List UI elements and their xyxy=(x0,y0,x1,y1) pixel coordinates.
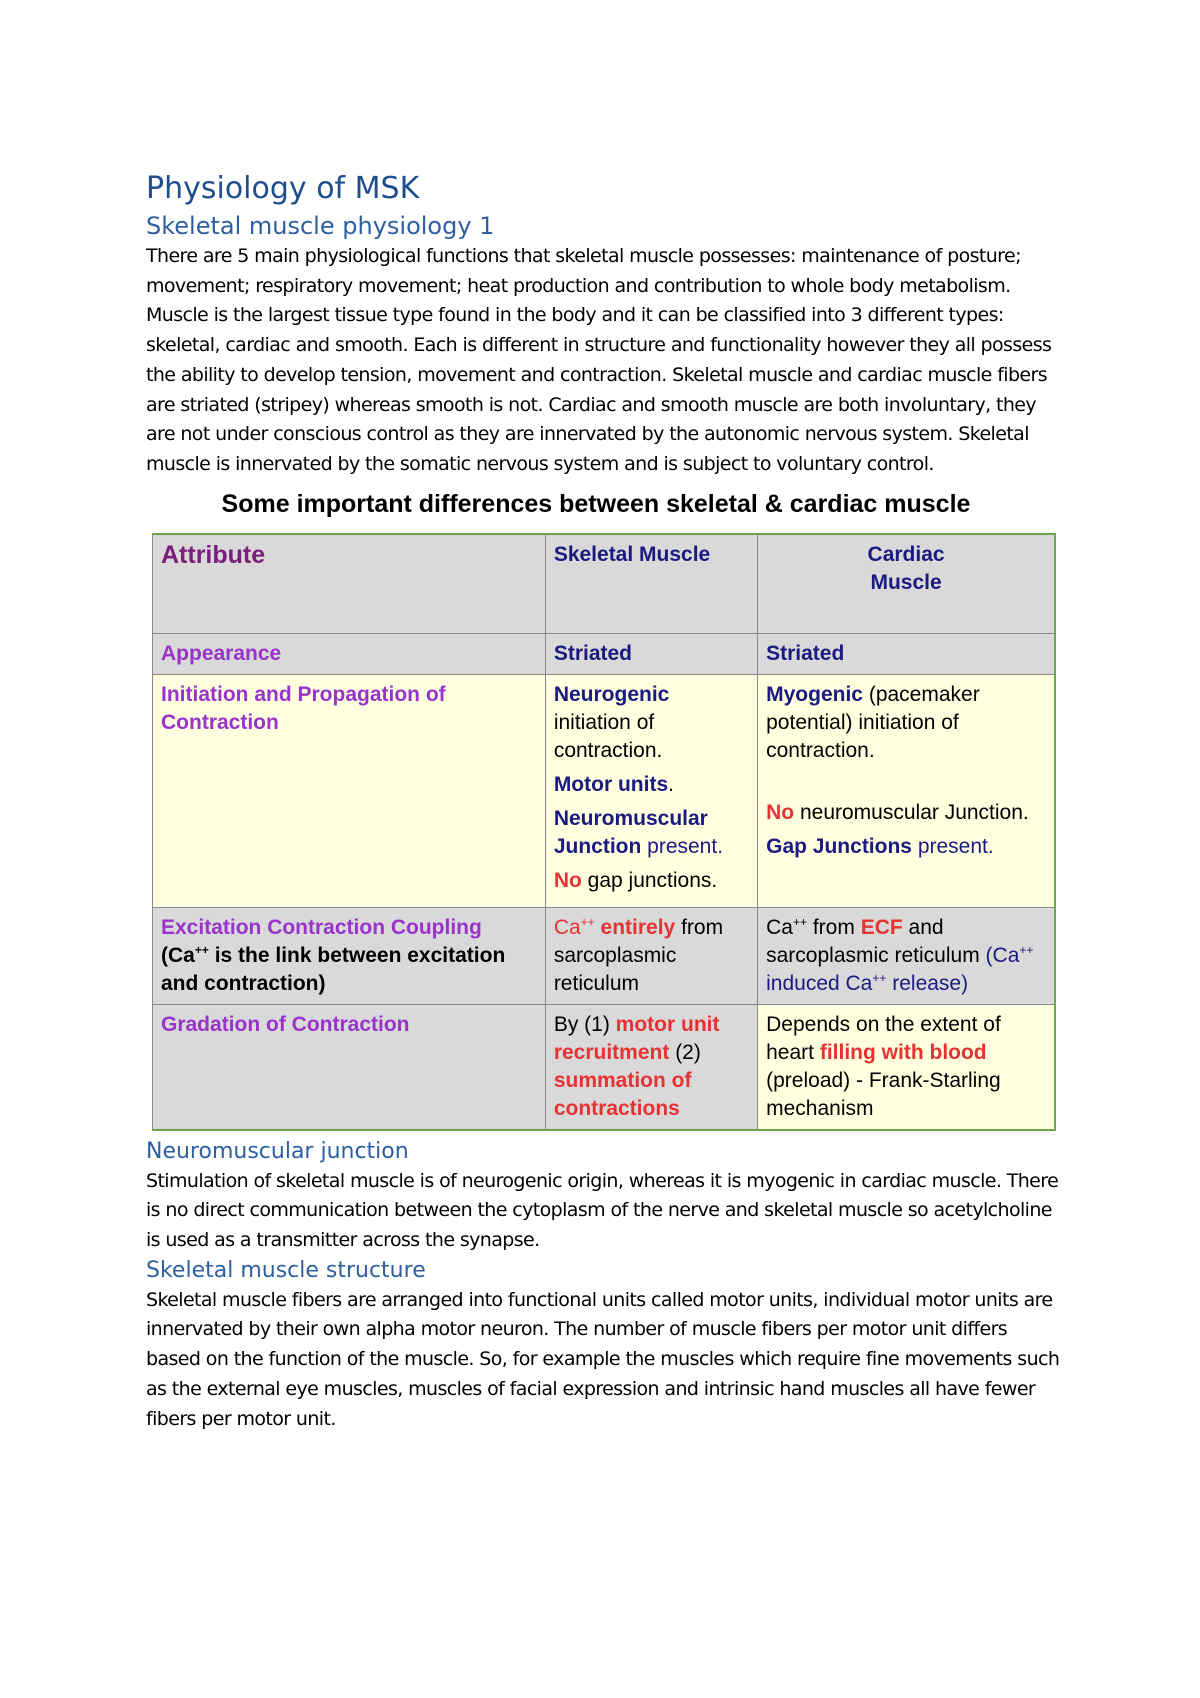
table-row-appearance xyxy=(153,633,1056,674)
cd-gradation-rest: (preload) - Frank-Starling mechanism xyxy=(766,1068,1001,1120)
figure-title: Some important differences between skeletal & cardiac muscle xyxy=(221,489,971,518)
cd-induced-sup-1: ++ xyxy=(1019,942,1034,957)
skeletal-initiation-cell: Neurogenic initiation of contraction. Motor units. Neuromuscular Junction present. No gap junctions. xyxy=(545,674,757,907)
cd-no: No xyxy=(766,800,795,824)
cd-ecf: ECF xyxy=(860,915,903,939)
cd-pacemaker: (pacemaker potential) initiation of contraction. xyxy=(766,682,980,762)
comparison-table xyxy=(152,533,1056,1131)
sk-initiation: initiation of contraction. xyxy=(553,710,663,762)
cd-depends: Depends on the extent of heart xyxy=(766,1012,1001,1064)
cardiac-appearance: Striated xyxy=(766,641,845,665)
sk-nmj: Neuromuscular Junction xyxy=(553,806,708,858)
skeletal-gradation-cell xyxy=(545,1004,757,1130)
cardiac-initiation-cell xyxy=(758,674,1055,907)
label-initiation: Initiation and Propagation of Contraction xyxy=(161,682,446,734)
table-row-initiation xyxy=(153,674,1056,907)
section-heading-nmj: Neuromuscular junction xyxy=(146,1138,409,1164)
sk-ca-sup: ++ xyxy=(580,914,595,929)
cd-present: present. xyxy=(917,834,994,858)
header-skeletal: Skeletal Muscle xyxy=(553,542,711,566)
sk-summation: summation of contractions xyxy=(553,1068,692,1120)
sk-motor-recruitment: motor unit recruitment xyxy=(553,1012,720,1064)
sk-two: (2) xyxy=(675,1040,701,1064)
sk-ca: Ca xyxy=(553,915,581,939)
paragraph-functions: There are 5 main physiological functions that skeletal muscle possesses: maintenance of posture; movement; respiratory movement; heat production and contribution to whole body metabolism. xyxy=(146,245,1021,297)
cd-nmj: neuromuscular Junction. xyxy=(799,800,1029,824)
sk-no: No xyxy=(553,868,582,892)
cd-release: release) xyxy=(892,971,969,995)
cd-filling: filling with blood xyxy=(819,1040,987,1064)
label-gradation: Gradation of Contraction xyxy=(161,1012,410,1036)
cardiac-gradation-cell xyxy=(758,1004,1055,1130)
table-header-row xyxy=(153,534,1056,634)
cd-ca-sup: ++ xyxy=(792,914,807,929)
paragraph-structure: Skeletal muscle fibers are arranged into functional units called motor units, individual motor units are innervated by their own alpha motor neuron. The number of muscle fibers per motor unit differs based on the function of the muscle. So, for example the muscles which require fine movements such as the external eye muscles, muscles of facial expression and intrinsic hand muscles all have fewer fibers per motor unit. xyxy=(146,1288,1060,1430)
sk-neurogenic: Neurogenic xyxy=(553,682,670,706)
sk-present: present. xyxy=(647,834,724,858)
cd-ecc-rest: and sarcoplasmic reticulum xyxy=(766,915,980,967)
ecc-sub-b: is the link between excitation and contraction) xyxy=(161,943,506,995)
sk-by: By (1) xyxy=(553,1012,610,1036)
cd-ca: Ca xyxy=(766,915,793,939)
skeletal-ecc-cell xyxy=(545,907,757,1004)
cd-induced-a: (Ca xyxy=(985,943,1020,967)
ecc-sup-1: ++ xyxy=(194,942,209,957)
page-title: Physiology of MSK xyxy=(146,171,420,206)
cd-myogenic: Myogenic xyxy=(766,682,863,706)
sk-ecc-rest: from sarcoplasmic reticulum xyxy=(553,915,724,995)
table-row-gradation xyxy=(153,1004,1056,1130)
label-appearance: Appearance xyxy=(161,641,282,665)
section-heading-structure: Skeletal muscle structure xyxy=(146,1257,426,1283)
paragraph-nmj: Stimulation of skeletal muscle is of neurogenic origin, whereas it is myogenic in cardiac muscle. There is no direct communication between the cytoplasm of the nerve and skeletal muscle so acetylcholine is used as a transmitter across the synapse. xyxy=(146,1169,1059,1252)
paragraph-muscle-types: Muscle is the largest tissue type found in the body and it can be classified into 3 different types: skeletal, cardiac and smooth. Each is different in structure and functionality however they all possess the ability to develop tension, movement and contraction. Skeletal muscle and cardiac muscle fibers are striated (stripey) whereas smooth is not. Cardiac and smooth muscle are both involuntary, they are not under conscious control as they are innervated by the autonomic nervous system. Skeletal muscle is innervated by the somatic nervous system and is subject to voluntary control. xyxy=(146,304,1052,475)
cd-from: from xyxy=(812,915,855,939)
sk-motor-units: Motor units xyxy=(553,772,669,796)
document-page xyxy=(146,168,1066,1434)
table-row-ecc xyxy=(153,907,1056,1004)
cd-induced-b: induced Ca xyxy=(766,971,873,995)
skeletal-appearance: Striated xyxy=(553,641,632,665)
sk-entirely: entirely xyxy=(600,915,676,939)
sk-gap: gap junctions. xyxy=(587,868,718,892)
cardiac-ecc-cell xyxy=(758,907,1055,1004)
label-ecc: Excitation Contraction Coupling xyxy=(161,915,482,939)
ecc-sub-a: (Ca xyxy=(161,943,195,967)
cd-induced-sup-2: ++ xyxy=(872,970,887,985)
header-attribute: Attribute xyxy=(161,540,266,569)
header-cardiac: Cardiac Muscle xyxy=(867,542,945,594)
section-heading-skeletal-physiology: Skeletal muscle physiology 1 xyxy=(146,212,495,240)
cd-gap: Gap Junctions xyxy=(766,834,912,858)
ecc-label-cell xyxy=(153,907,546,1004)
